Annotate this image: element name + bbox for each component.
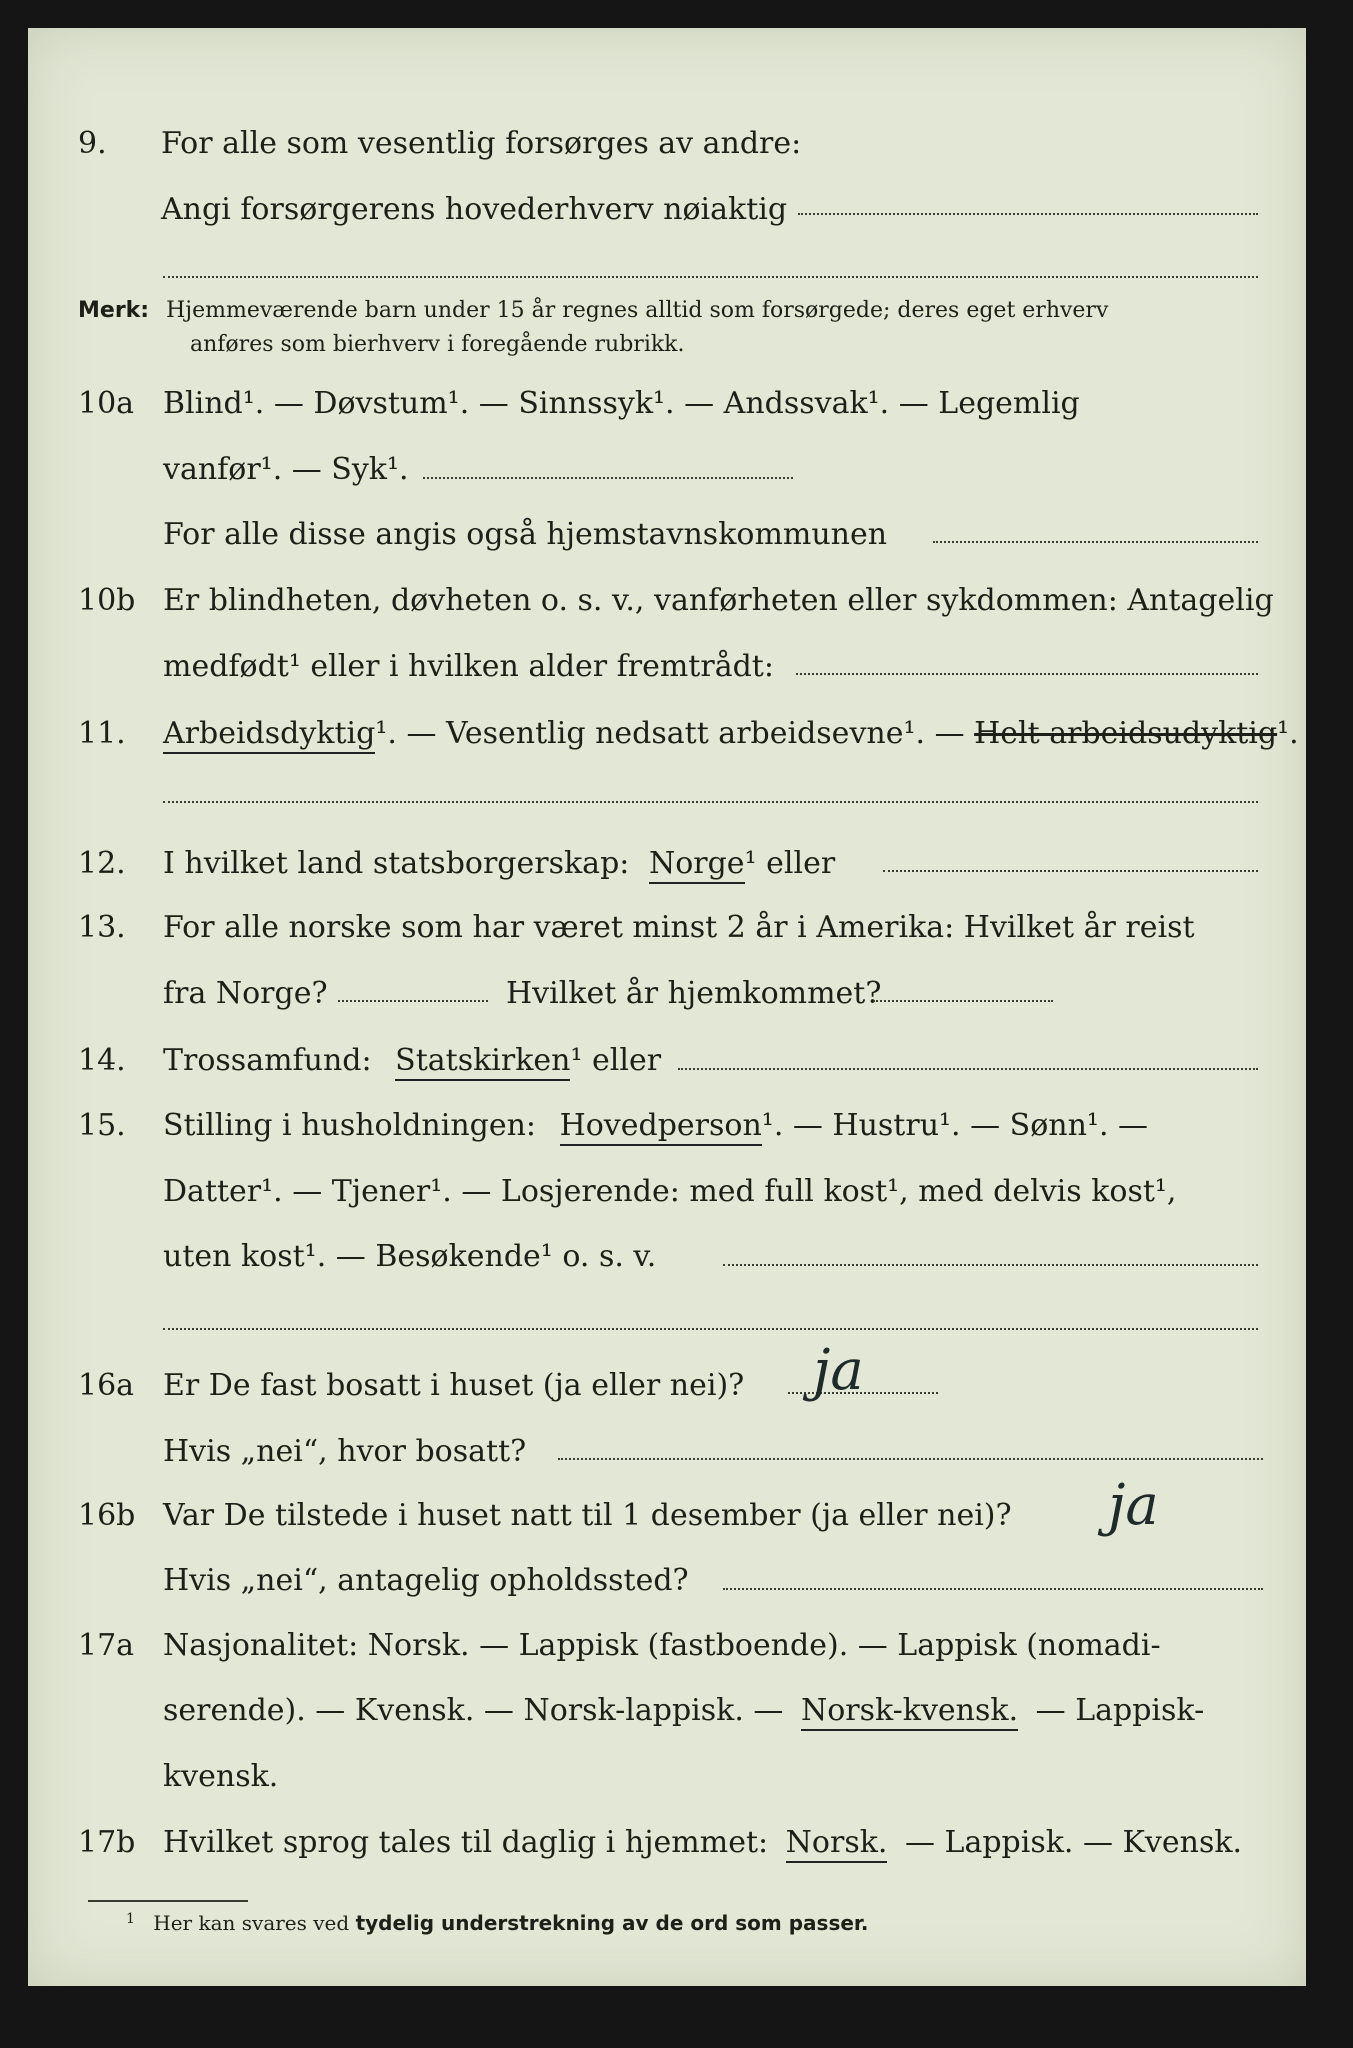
question-12-prompt: I hvilket land statsborgerskap:: [163, 846, 630, 881]
question-14-post: ¹ eller: [570, 1043, 662, 1078]
question-16a-number: 16a: [78, 1368, 135, 1403]
question-15-post: ¹. — Hustru¹. — Sønn¹. —: [761, 1108, 1149, 1143]
question-9-answer-line[interactable]: [798, 213, 1258, 215]
footnote-mark: 1: [126, 1911, 135, 1927]
question-10b-line1: Er blindheten, døvheten o. s. v., vanførheten eller sykdommen: Antagelig: [163, 583, 1274, 618]
merk-text-line1: Hjemmeværende barn under 15 år regnes alltid som forsørgede; deres eget erhverv: [166, 298, 1109, 323]
year-returned-line[interactable]: [873, 1000, 1053, 1002]
footnote-rule: [88, 1900, 248, 1902]
year-left-line[interactable]: [338, 1000, 488, 1002]
question-13-returned: Hvilket år hjemkommet?: [506, 976, 882, 1011]
question-17b-number: 17b: [78, 1825, 136, 1860]
census-form-page: [28, 28, 1306, 1986]
merk-note: [78, 294, 1108, 328]
question-9-text: For alle som vesentlig forsørges av andre:: [161, 126, 802, 161]
question-9-prompt: Angi forsørgerens hovederhverv nøiaktig: [161, 192, 788, 227]
question-9-answer-line-2[interactable]: [163, 276, 1258, 278]
footnote: [126, 1911, 869, 1935]
option-helt-arbeidsudyktig[interactable]: Helt arbeidsudyktig: [974, 716, 1278, 751]
answer-norge[interactable]: Norge: [649, 846, 745, 884]
question-14-answer-line[interactable]: [678, 1068, 1258, 1070]
question-12-text: [163, 844, 835, 884]
question-17a-line2-pre: serende). — Kvensk. — Norsk-lappisk. —: [163, 1693, 784, 1728]
question-11-text: [163, 714, 1299, 754]
option-arbeidsdyktig[interactable]: Arbeidsdyktig: [163, 716, 375, 754]
question-12-post: ¹ eller: [744, 846, 836, 881]
question-11-end: ¹.: [1277, 716, 1299, 751]
question-10b-line2: medfødt¹ eller i hvilken alder fremtrådt:: [163, 649, 774, 684]
question-14-prompt: Trossamfund:: [163, 1043, 372, 1078]
question-15-answer-line[interactable]: [723, 1264, 1258, 1266]
footnote-bold-text: tydelig understrekning av de ord som passer.: [355, 1911, 869, 1935]
question-16b-whereabouts-line[interactable]: [723, 1588, 1263, 1590]
handwritten-answer-16b: ja: [1108, 1473, 1159, 1538]
question-17a-line1: Nasjonalitet: Norsk. — Lappisk (fastboende). — Lappisk (nomadi-: [163, 1628, 1161, 1663]
question-17b-text: [163, 1823, 1242, 1863]
question-12-number: 12.: [78, 846, 126, 881]
answer-norsk-kvensk[interactable]: Norsk-kvensk.: [801, 1693, 1018, 1731]
question-10a-home-line[interactable]: [933, 541, 1258, 543]
question-13-from-norway: fra Norge?: [163, 976, 328, 1011]
question-17b-post: — Lappisk. — Kvensk.: [904, 1825, 1243, 1860]
question-11-number: 11.: [78, 716, 126, 751]
question-12-answer-line[interactable]: [883, 870, 1258, 872]
question-15-number: 15.: [78, 1108, 126, 1143]
question-9-number: 9.: [78, 126, 107, 161]
question-16a-line1: Er De fast bosatt i huset (ja eller nei)?: [163, 1368, 745, 1403]
question-16a-line2: Hvis „nei“, hvor bosatt?: [163, 1434, 527, 1469]
merk-text-line2: anføres som bierhverv i foregående rubrikk.: [190, 332, 685, 357]
question-11-answer-line[interactable]: [163, 801, 1258, 803]
question-17b-prompt: Hvilket sprog tales til daglig i hjemmet:: [163, 1825, 769, 1860]
question-16b-line2: Hvis „nei“, antagelig opholdssted?: [163, 1563, 689, 1598]
answer-statskirken[interactable]: Statskirken: [395, 1043, 570, 1081]
question-11-middle: ¹. — Vesentlig nedsatt arbeidsevne¹. —: [375, 716, 965, 751]
question-13-line1: For alle norske som har været minst 2 år i Amerika: Hvilket år reist: [163, 910, 1195, 945]
question-13-number: 13.: [78, 910, 126, 945]
question-10a-number: 10a: [78, 386, 135, 421]
question-16a-residence-line[interactable]: [558, 1458, 1263, 1460]
question-14-number: 14.: [78, 1043, 126, 1078]
question-15-text: [163, 1106, 1148, 1146]
question-10b-number: 10b: [78, 583, 136, 618]
question-15-answer-line-2[interactable]: [163, 1328, 1258, 1330]
answer-hovedperson[interactable]: Hovedperson: [560, 1108, 762, 1146]
question-17a-line2: [163, 1691, 1204, 1731]
merk-label: Merk:: [78, 298, 150, 323]
question-16b-number: 16b: [78, 1498, 136, 1533]
question-10a-answer-line[interactable]: [423, 477, 793, 479]
answer-norsk[interactable]: Norsk.: [786, 1825, 888, 1863]
question-10a-line2: vanfør¹. — Syk¹.: [163, 452, 409, 487]
question-15-line2: Datter¹. — Tjener¹. — Losjerende: med full kost¹, med delvis kost¹,: [163, 1174, 1177, 1209]
footnote-text: Her kan svares ved: [153, 1911, 350, 1935]
question-10b-answer-line[interactable]: [796, 673, 1258, 675]
question-17a-number: 17a: [78, 1628, 135, 1663]
question-15-prompt: Stilling i husholdningen:: [163, 1108, 537, 1143]
question-10a-line1: Blind¹. — Døvstum¹. — Sinnssyk¹. — Andssvak¹. — Legemlig: [163, 386, 1080, 421]
question-10a-line3: For alle disse angis også hjemstavnskommunen: [163, 517, 888, 552]
handwritten-answer-16a: ja: [813, 1338, 864, 1403]
question-15-line3: uten kost¹. — Besøkende¹ o. s. v.: [163, 1239, 657, 1274]
question-16b-line1: Var De tilstede i huset natt til 1 desember (ja eller nei)?: [163, 1498, 1012, 1533]
question-17a-line3: kvensk.: [163, 1759, 279, 1794]
question-17a-line2-post: — Lappisk-: [1035, 1693, 1205, 1728]
question-14-text: [163, 1041, 661, 1081]
